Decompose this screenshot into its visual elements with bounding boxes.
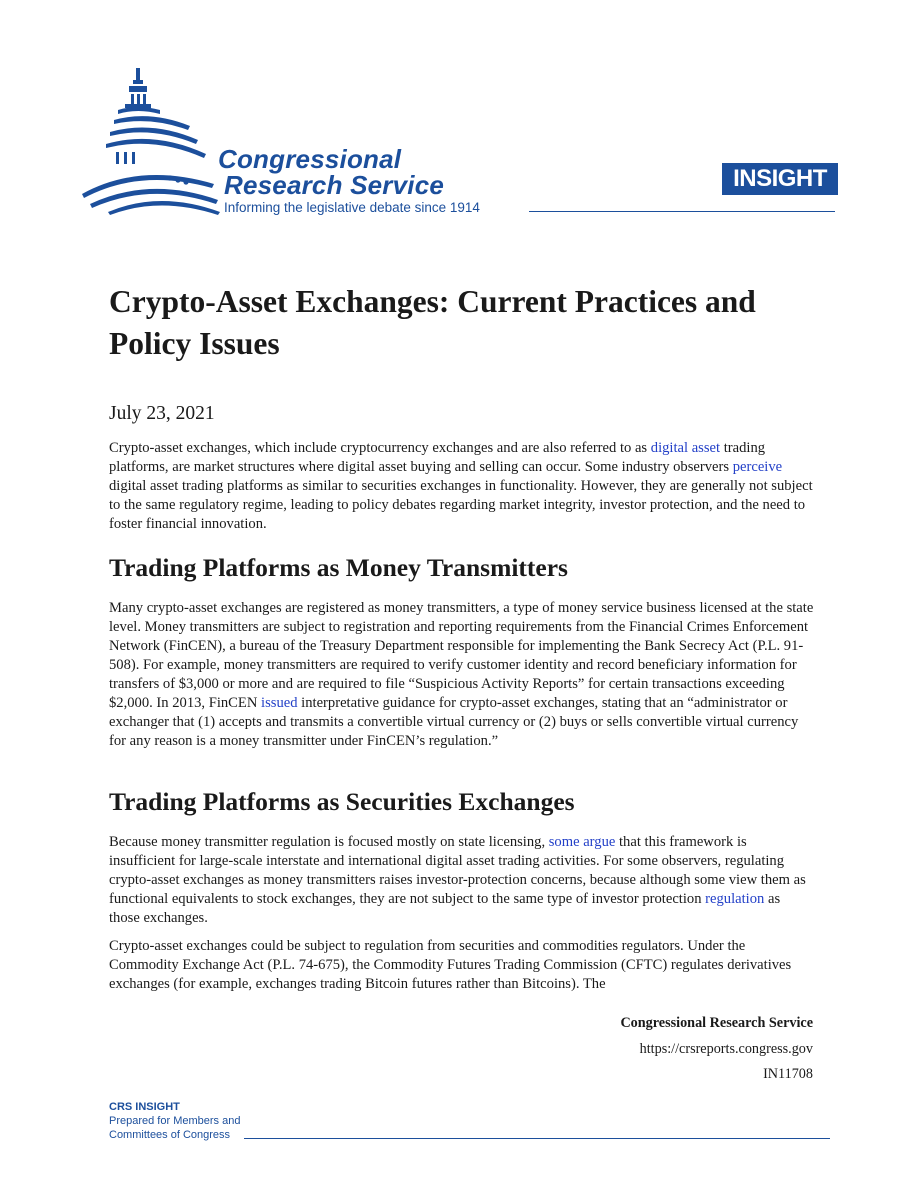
money-transmitters-paragraph [109,599,814,751]
section-heading-money-transmitters: Trading Platforms as Money Transmitters [109,553,568,582]
org-line-2: Research Service [224,170,445,200]
hyperlink[interactable]: digital asset [650,440,721,456]
text-run: trading platforms, are market structures where digital asset buying and selling can occur. Some industry observers [109,440,766,475]
hyperlink[interactable]: regulation [705,891,765,907]
text-run: Crypto-asset exchanges, which include cryptocurrency exchanges and are also referred to as [109,440,651,456]
crs-insight-label: CRS INSIGHT [109,1101,180,1113]
text-run: Crypto-asset exchanges could be subject to regulation from securities and commodities regulators. Under the Commodity Exchange Act (P.L. 74-675), the Commodity Futures Trading Commission (CFTC) regulates derivatives exchanges (for example, exchanges trading Bitcoin futures rather than Bitcoins). The [109,938,792,992]
footer-label [109,1100,240,1142]
masthead [80,66,840,226]
org-line-1: Congressional [218,144,402,174]
text-run: Many crypto-asset exchanges are registered as money transmitters, a type of money service business licensed at the state level. Money transmitters are subject to registration and reporting requirements from the Financial Crimes Enforcement Network (FinCEN), a bureau of the Treasury Department responsible for implementing the Bank Secrecy Act (P.L. 91-508). For example, money transmitters are required to verify customer identity and record beneficiary information for transfers of $3,000 or more and are required to file “Suspicious Activity Reports” for certain transactions exceeding $2,000. In 2013, FinCEN [109,600,814,711]
text-run: digital asset trading platforms as similar to securities exchanges in functionality. However, they are generally not subject to the same regulatory regime, leading to policy debates regarding market integrity, investor protection, and the need to foster financial innovation. [109,478,813,532]
text-run: as those exchanges. [109,891,781,926]
hyperlink[interactable]: some argue [548,834,616,850]
insight-badge: INSIGHT [722,163,838,195]
footer-rule [244,1138,830,1139]
hyperlink[interactable]: issued [261,695,298,711]
organization-name [218,146,444,198]
capitol-dome-logo [80,66,220,216]
prepared-for-line-2: Committees of Congress [109,1129,231,1141]
securities-exchanges-paragraph-1 [109,833,814,928]
text-run: interpretative guidance for crypto-asset exchanges, stating that an “administrator or exchanger that (1) accepts and transmits a convertible virtual currency or (2) buys or sells convertible virtual currency for any reason is a money transmitter under FinCEN’s regulation.” [109,695,799,749]
text-run: Because money transmitter regulation is focused mostly on state licensing, [109,834,549,850]
tagline: Informing the legislative debate since 1914 [224,200,480,215]
document-date: July 23, 2021 [109,403,215,424]
footer-citation [620,1011,813,1088]
document-title: Crypto-Asset Exchanges: Current Practices and Policy Issues [109,284,756,361]
footer-org: Congressional Research Service [620,1015,813,1031]
hyperlink[interactable]: perceive [732,459,783,475]
section-heading-securities-exchanges: Trading Platforms as Securities Exchanges [109,787,575,816]
intro-paragraph [109,439,814,534]
securities-exchanges-paragraph-2 [109,937,814,994]
footer-url[interactable]: https://crsreports.congress.gov [639,1040,813,1057]
header-rule [529,211,835,212]
report-id: IN11708 [763,1066,813,1082]
prepared-for-line-1: Prepared for Members and [109,1115,241,1127]
text-run: that this framework is insufficient for large-scale interstate and international digital asset trading activities. For some observers, regulating crypto-asset exchanges as money transmitters raises investor-protection concerns, because although some view them as functional equivalents to stock exchanges, they are not subject to the same type of investor protection [109,834,806,907]
